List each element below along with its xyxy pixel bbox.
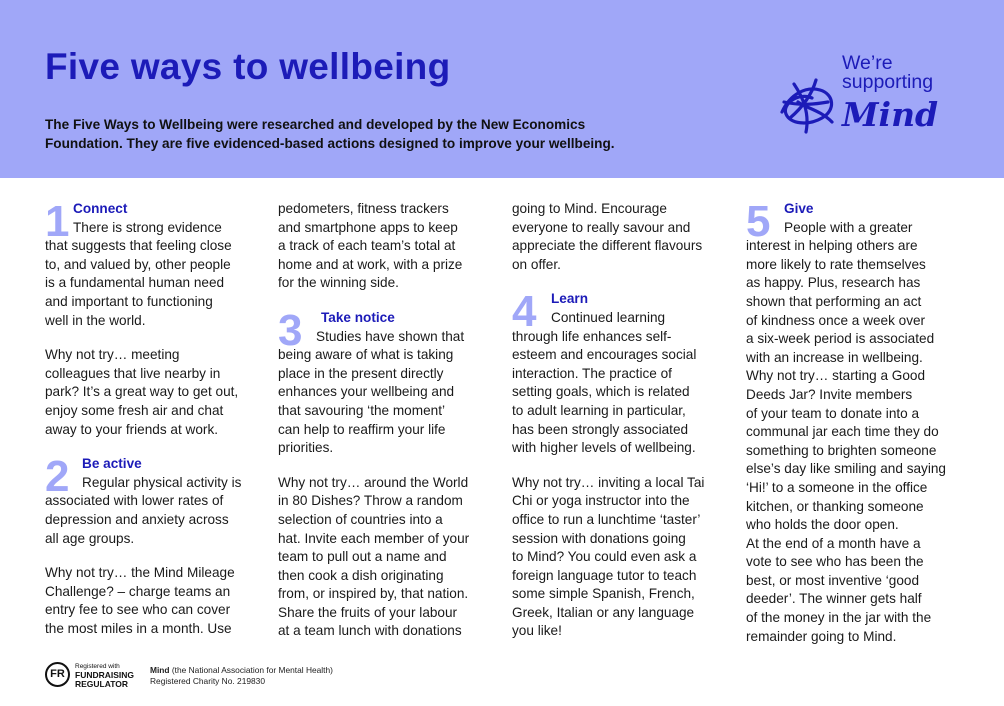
page-title: Five ways to wellbeing xyxy=(45,46,451,87)
text-line: that savouring ‘the moment’ xyxy=(278,402,445,418)
text-line: something to brighten someone xyxy=(746,442,937,458)
text-line: priorities. xyxy=(278,440,334,456)
logo-tagline xyxy=(842,54,933,92)
text-line: some simple Spanish, French, xyxy=(512,586,695,602)
text-line: through life enhances self- xyxy=(512,328,672,344)
section-title: Connect xyxy=(73,201,128,216)
text-line: to, and valued by, other people xyxy=(45,256,231,272)
text-line: place in the present directly xyxy=(278,365,444,381)
text-line: depression and anxiety across xyxy=(45,511,229,527)
text-line: Challenge? – charge teams an xyxy=(45,583,231,599)
fundraising-regulator-badge: FR xyxy=(45,662,70,687)
text-line: being aware of what is taking xyxy=(278,347,454,363)
text-line: selection of countries into a xyxy=(278,511,443,527)
text-line: People with a greater xyxy=(784,219,913,235)
text-line: kitchen, or thanking someone xyxy=(746,498,924,514)
text-line: interest in helping others are xyxy=(746,238,918,254)
text-line: can help to reaffirm your life xyxy=(278,421,446,437)
text-line: away to your friends at work. xyxy=(45,421,219,437)
charity-desc: (the National Association for Mental Health) xyxy=(171,665,333,675)
text-line: a six-week period is associated xyxy=(746,331,935,347)
text-line: pedometers, fitness trackers xyxy=(278,201,449,216)
text-line: At the end of a month have a xyxy=(746,535,921,551)
text-line: Why not try… around the World xyxy=(278,474,469,490)
section-number: 4 xyxy=(512,287,537,337)
text-line: There is strong evidence xyxy=(73,219,222,235)
text-line: more likely to rate themselves xyxy=(746,256,926,272)
section-take-notice xyxy=(278,305,498,641)
text-line: Greek, Italian or any language xyxy=(512,604,695,620)
section-title: Give xyxy=(784,201,814,216)
text-line: ‘Hi!’ to a someone in the office xyxy=(746,479,928,495)
text-line: well in the world. xyxy=(45,312,146,328)
text-line: Why not try… inviting a local Tai xyxy=(512,474,705,490)
column-3 xyxy=(512,200,734,641)
charity-info xyxy=(150,665,333,687)
text-line: with an increase in wellbeing. xyxy=(746,349,923,365)
text-line: Why not try… meeting xyxy=(45,347,180,363)
text-line: interaction. The practice of xyxy=(512,365,672,381)
text-line: else’s day like smiling and saying xyxy=(746,461,946,477)
text-line: team to pull out a name and xyxy=(278,549,447,565)
text-line: session with donations going xyxy=(512,530,686,546)
text-line: going to Mind. Encourage xyxy=(512,201,667,216)
text-line: as happy. Plus, research has xyxy=(746,275,921,291)
text-line: a track of each team’s total at xyxy=(278,238,456,254)
logo-tagline-line1: We’re xyxy=(842,52,893,74)
text-line: that suggests that feeling close xyxy=(45,238,232,254)
section-title: Learn xyxy=(551,291,589,307)
text-line: hat. Invite each member of your xyxy=(278,530,470,546)
text-line: appreciate the different flavours xyxy=(512,238,703,254)
column-4 xyxy=(746,197,986,646)
text-line: of the money in the jar with the xyxy=(746,610,932,626)
section-title: Be active xyxy=(82,456,142,472)
text-line: Share the fruits of your labour xyxy=(278,604,458,620)
fr-line2: REGULATOR xyxy=(75,678,129,689)
text-line: who holds the door open. xyxy=(746,517,899,533)
text-line: then cook a dish originating xyxy=(278,567,444,583)
text-line: office to run a lunchtime ‘taster’ xyxy=(512,511,701,527)
section-give xyxy=(746,197,986,646)
text-line: park? It’s a great way to get out, xyxy=(45,384,239,400)
column-1 xyxy=(45,197,260,638)
text-line: Continued learning xyxy=(551,309,666,325)
text-line: deeder’. The winner gets half xyxy=(746,591,922,607)
text-line: everyone to really savour and xyxy=(512,219,691,235)
text-line: with higher levels of wellbeing. xyxy=(512,440,696,456)
text-line: vote to see who has been the xyxy=(746,554,924,570)
section-learn xyxy=(512,287,734,641)
text-line: home and at work, with a prize xyxy=(278,256,463,272)
text-line: is a fundamental human need xyxy=(45,275,225,291)
charity-name: Mind xyxy=(150,665,170,675)
text-line: in 80 Dishes? Throw a random xyxy=(278,493,463,509)
text-line: Deeds Jar? Invite members xyxy=(746,386,913,402)
logo-brand-text: Mind xyxy=(842,95,939,134)
page-subtitle xyxy=(45,115,685,153)
mind-scribble-icon xyxy=(776,72,846,136)
section-connect xyxy=(45,197,260,439)
section-number: 5 xyxy=(746,197,771,246)
text-line: of kindness once a week over xyxy=(746,312,926,328)
text-line: esteem and encourages social xyxy=(512,347,697,363)
text-line: and important to functioning xyxy=(45,293,213,309)
text-line: enhances your wellbeing and xyxy=(278,384,455,400)
text-line: you like! xyxy=(512,623,562,639)
fr-line1: FUNDRAISING xyxy=(75,669,135,680)
text-line: remainder going to Mind. xyxy=(746,628,897,644)
text-line: setting goals, which is related xyxy=(512,384,690,400)
text-line: Studies have shown that xyxy=(316,328,465,344)
text-line: all age groups. xyxy=(45,530,135,546)
text-line: to adult learning in particular, xyxy=(512,402,686,418)
fundraising-regulator-text xyxy=(75,663,134,689)
text-line: from, or inspired by, that nation. xyxy=(278,586,469,602)
text-line: the most miles in a month. Use xyxy=(45,620,232,636)
section-title: Take notice xyxy=(321,309,395,325)
header-banner xyxy=(0,0,1004,178)
text-line: Why not try… the Mind Mileage xyxy=(45,565,235,581)
text-line: Chi or yoga instructor into the xyxy=(512,493,690,509)
text-line: at a team lunch with donations xyxy=(278,623,462,639)
text-line: Regular physical activity is xyxy=(82,474,242,490)
text-line: and smartphone apps to keep xyxy=(278,219,458,235)
subtitle-line: Foundation. They are five evidenced-based actions designed to improve your wellbeing. xyxy=(45,136,615,151)
text-line: shown that performing an act xyxy=(746,293,922,309)
text-line: entry fee to see who can cover xyxy=(45,602,231,618)
mind-logo xyxy=(776,54,961,144)
text-line: enjoy some fresh air and chat xyxy=(45,402,224,418)
fr-small-text: Registered with xyxy=(75,663,120,670)
text-line: on offer. xyxy=(512,256,561,272)
section-be-active xyxy=(45,452,260,638)
column-2 xyxy=(278,200,498,641)
text-line: has been strongly associated xyxy=(512,421,689,437)
section-number: 3 xyxy=(278,305,303,355)
text-line: best, or most inventive ‘good xyxy=(746,572,920,588)
text-line: Why not try… starting a Good xyxy=(746,368,926,384)
text-line: to Mind? You could even ask a xyxy=(512,549,697,565)
text-line: colleagues that live nearby in xyxy=(45,365,221,381)
text-line: associated with lower rates of xyxy=(45,493,224,509)
text-line: foreign language tutor to teach xyxy=(512,567,697,583)
logo-tagline-line2: supporting xyxy=(842,71,934,93)
text-line: for the winning side. xyxy=(278,275,399,291)
subtitle-line: The Five Ways to Wellbeing were researched and developed by the New Economics xyxy=(45,117,586,132)
charity-number: Registered Charity No. 219830 xyxy=(150,676,265,686)
text-line: communal jar each time they do xyxy=(746,424,939,440)
text-line: of your team to donate into a xyxy=(746,405,920,421)
section-number: 1 xyxy=(45,197,70,246)
section-number: 2 xyxy=(45,452,70,502)
